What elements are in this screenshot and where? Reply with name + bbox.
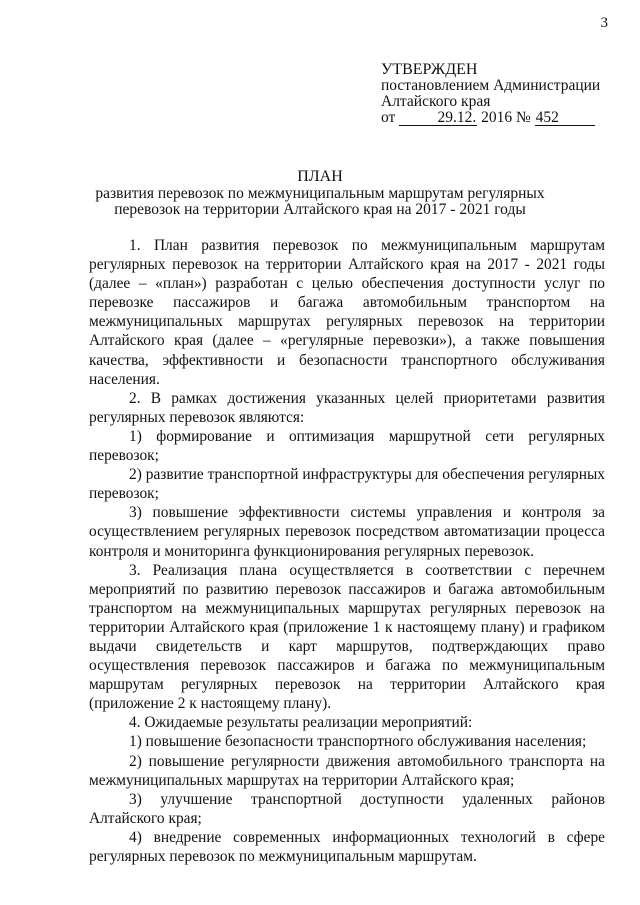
list-item-4-3: 3) улучшение транспортной доступности удаленных районов Алтайского края; [89, 790, 605, 827]
paragraph-1: 1. План развития перевозок по межмуниципальным маршрутам регулярных перевозок на территории Алтайского края на 2017 - 2021 годы (далее – «план») разработан с целью обеспечения доступности услуг по перевозке пассажиров и багажа автомобильным транспортом на межмуниципальных маршрутах регулярных перевозок на территории Алтайского края (далее – «регулярные перевозки»), а также повышения качества, эффективности и безопасности транспортного обслуживания населения. [89, 237, 605, 388]
approval-date-line [381, 110, 621, 126]
list-item-2-2: 2) развитие транспортной инфраструктуры для обеспечения регулярных перевозок; [89, 466, 605, 503]
list-item-4-4: 4) внедрение современных информационных технологий в сфере регулярных перевозок по межмуниципальным маршрутам. [89, 828, 605, 865]
paragraph-2: 2. В рамках достижения указанных целей приоритетами развития регулярных перевозок являются: [89, 389, 605, 426]
plan-subtitle-line-1: развития перевозок по межмуниципальным маршрутам регулярных [95, 185, 545, 202]
approval-title: УТВЕРЖДЕН [381, 61, 478, 78]
date-value: 29.12. [399, 111, 477, 126]
plan-title-block [60, 169, 580, 218]
plan-subtitle-line-2: перевозок на территории Алтайского края на 2017 - 2021 годы [114, 201, 526, 218]
plan-heading: ПЛАН [297, 168, 343, 185]
date-prefix: от [381, 109, 396, 126]
list-item-4-2: 2) повышение регулярности движения автомобильного транспорта на межмуниципальных маршрутах на территории Алтайского края; [89, 752, 605, 789]
page-number: 3 [600, 15, 608, 31]
approval-stamp [381, 62, 621, 126]
approval-line-decree: постановлением Администрации [381, 77, 601, 94]
list-item-2-3: 3) повышение эффективности системы управления и контроля за осуществлением регулярных перевозок посредством автоматизации процесса контроля и мониторинга функционирования регулярных перевозок. [89, 504, 605, 560]
list-item-4-1: 1) повышение безопасности транспортного обслуживания населения; [129, 733, 587, 751]
decree-number: 452 [535, 111, 595, 126]
approval-line-region: Алтайского края [381, 93, 491, 110]
list-item-2-1: 1) формирование и оптимизация маршрутной сети регулярных перевозок; [89, 427, 605, 465]
document-body [89, 236, 605, 866]
paragraph-4: 4. Ожидаемые результаты реализации мероприятий: [129, 714, 473, 732]
paragraph-3: 3. Реализация плана осуществляется в соответствии с перечнем мероприятий по развитию перевозок пассажиров и багажа автомобильным транспортом на межмуниципальных маршрутах регулярных перевозок на территории Алтайского края (приложение 1 к настоящему плану) и графиком выдачи свидетельств и карт маршрутов, подтверждающих право осуществления перевозок пассажиров и багажа по межмуниципальным маршрутам регулярных перевозок на территории Алтайского края (приложение 2 к настоящему плану). [89, 561, 605, 713]
year-text: 2016 № [481, 109, 531, 126]
